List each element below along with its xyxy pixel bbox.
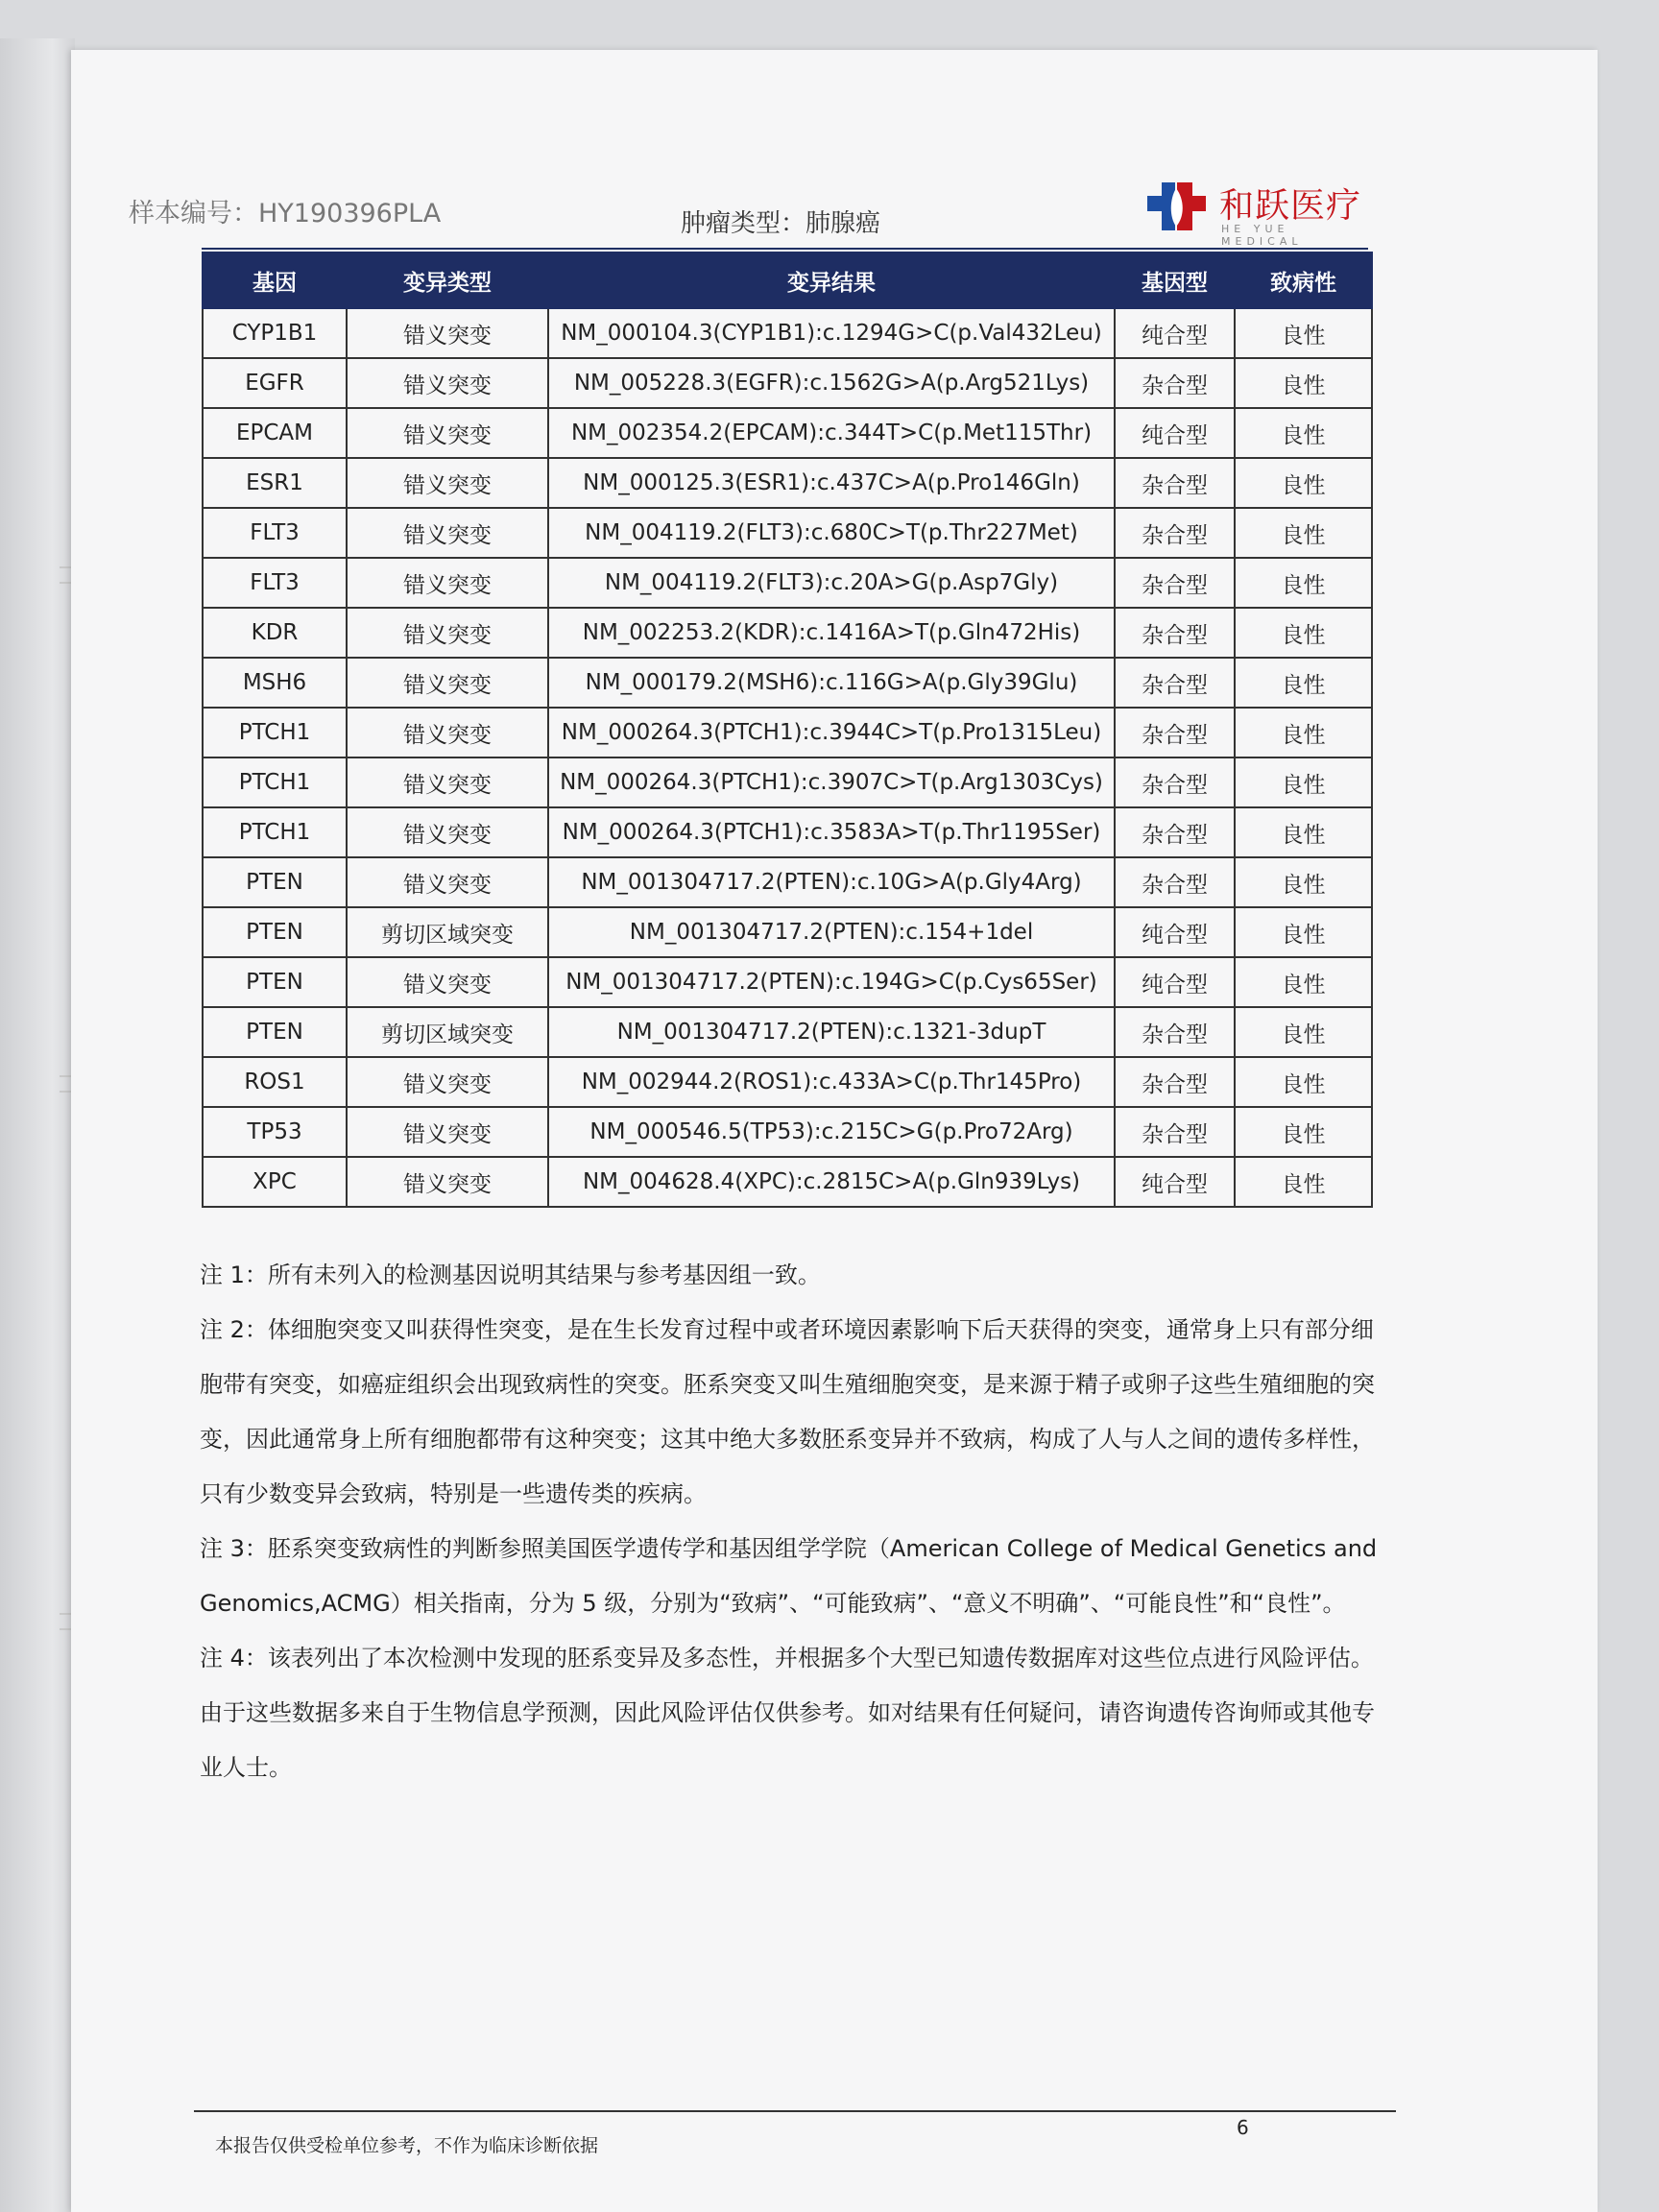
cell-variant-result: NM_000179.2(MSH6):c.116G>A(p.Gly39Glu) bbox=[548, 658, 1115, 708]
cell-variant-result: NM_002253.2(KDR):c.1416A>T(p.Gln472His) bbox=[548, 608, 1115, 658]
cell-variant-result: NM_004119.2(FLT3):c.680C>T(p.Thr227Met) bbox=[548, 508, 1115, 558]
cell-pathogenicity: 良性 bbox=[1235, 1157, 1372, 1207]
cell-gene: PTEN bbox=[203, 1007, 347, 1057]
column-header-genotype: 基因型 bbox=[1115, 252, 1235, 308]
note-1: 注 1：所有未列入的检测基因说明其结果与参考基因组一致。 bbox=[200, 1262, 821, 1288]
table-row bbox=[203, 708, 1372, 757]
cell-gene: KDR bbox=[203, 608, 347, 658]
table-row bbox=[203, 608, 1372, 658]
table-row bbox=[203, 558, 1372, 608]
cell-pathogenicity: 良性 bbox=[1235, 308, 1372, 358]
cell-pathogenicity: 良性 bbox=[1235, 558, 1372, 608]
cell-variant-result: NM_000546.5(TP53):c.215C>G(p.Pro72Arg) bbox=[548, 1107, 1115, 1157]
cell-gene: PTEN bbox=[203, 857, 347, 907]
cell-pathogenicity: 良性 bbox=[1235, 408, 1372, 458]
header-divider bbox=[202, 248, 1368, 250]
footer-disclaimer: 本报告仅供受检单位参考，不作为临床诊断依据 bbox=[215, 2135, 599, 2156]
table-row bbox=[203, 957, 1372, 1007]
cell-variant-result: NM_000104.3(CYP1B1):c.1294G>C(p.Val432Leu) bbox=[548, 308, 1115, 358]
cell-pathogenicity: 良性 bbox=[1235, 658, 1372, 708]
cell-pathogenicity: 良性 bbox=[1235, 708, 1372, 757]
cell-variant-result: NM_002354.2(EPCAM):c.344T>C(p.Met115Thr) bbox=[548, 408, 1115, 458]
cell-genotype: 纯合型 bbox=[1115, 907, 1235, 957]
cell-genotype: 纯合型 bbox=[1115, 1157, 1235, 1207]
cell-variant-result: NM_000125.3(ESR1):c.437C>A(p.Pro146Gln) bbox=[548, 458, 1115, 508]
note-3: 注 3：胚系突变致病性的判断参照美国医学遗传学和基因组学学院（American College of Medical Genetics and Genomics,ACMG）相关指南，分为 5 级，分别为“致病”、“可能致病”、“意义不明确”、“可能良性”和“良性”。 bbox=[200, 1535, 1378, 1617]
table-row bbox=[203, 1107, 1372, 1157]
cell-gene: FLT3 bbox=[203, 508, 347, 558]
cell-variant-type: 错义突变 bbox=[347, 807, 548, 857]
cell-variant-result: NM_001304717.2(PTEN):c.194G>C(p.Cys65Ser) bbox=[548, 957, 1115, 1007]
table-row bbox=[203, 807, 1372, 857]
cell-variant-result: NM_000264.3(PTCH1):c.3583A>T(p.Thr1195Ser) bbox=[548, 807, 1115, 857]
variant-table bbox=[202, 252, 1373, 1208]
cell-variant-result: NM_004119.2(FLT3):c.20A>G(p.Asp7Gly) bbox=[548, 558, 1115, 608]
cell-variant-type: 错义突变 bbox=[347, 957, 548, 1007]
cell-pathogenicity: 良性 bbox=[1235, 957, 1372, 1007]
cell-variant-type: 错义突变 bbox=[347, 857, 548, 907]
logo-mark-icon bbox=[1142, 175, 1210, 238]
table-row bbox=[203, 508, 1372, 558]
column-header-pathogenicity: 致病性 bbox=[1235, 252, 1372, 308]
cell-genotype: 杂合型 bbox=[1115, 508, 1235, 558]
cell-variant-type: 错义突变 bbox=[347, 1057, 548, 1107]
note-4: 注 4：该表列出了本次检测中发现的胚系变异及多态性，并根据多个大型已知遗传数据库对这些位点进行风险评估。由于这些数据多来自于生物信息学预测，因此风险评估仅供参考。如对结果有任何疑问，请咨询遗传咨询师或其他专业人士。 bbox=[200, 1645, 1375, 1781]
note-2: 注 2：体细胞突变又叫获得性突变，是在生长发育过程中或者环境因素影响下后天获得的突变，通常身上只有部分细胞带有突变，如癌症组织会出现致病性的突变。胚系突变又叫生殖细胞突变，是来源于精子或卵子这些生殖细胞的突变，因此通常身上所有细胞都带有这种突变；这其中绝大多数胚系变异并不致病，构成了人与人之间的遗传多样性，只有少数变异会致病，特别是一些遗传类的疾病。 bbox=[200, 1316, 1375, 1507]
cell-gene: PTCH1 bbox=[203, 807, 347, 857]
cell-genotype: 杂合型 bbox=[1115, 1007, 1235, 1057]
previous-page-edge bbox=[0, 38, 75, 2212]
cell-pathogenicity: 良性 bbox=[1235, 907, 1372, 957]
cell-variant-type: 错义突变 bbox=[347, 458, 548, 508]
cell-variant-type: 剪切区域突变 bbox=[347, 1007, 548, 1057]
column-header-gene: 基因 bbox=[203, 252, 347, 308]
cell-genotype: 杂合型 bbox=[1115, 1057, 1235, 1107]
cell-gene: EGFR bbox=[203, 358, 347, 408]
column-header-variant-result: 变异结果 bbox=[548, 252, 1115, 308]
cell-genotype: 纯合型 bbox=[1115, 957, 1235, 1007]
cell-pathogenicity: 良性 bbox=[1235, 1057, 1372, 1107]
table-row bbox=[203, 857, 1372, 907]
cell-gene: FLT3 bbox=[203, 558, 347, 608]
sample-id: 样本编号：HY190396PLA bbox=[129, 199, 442, 228]
cell-gene: PTEN bbox=[203, 907, 347, 957]
cell-variant-type: 错义突变 bbox=[347, 1157, 548, 1207]
cell-gene: EPCAM bbox=[203, 408, 347, 458]
cell-variant-result: NM_005228.3(EGFR):c.1562G>A(p.Arg521Lys) bbox=[548, 358, 1115, 408]
cell-gene: XPC bbox=[203, 1157, 347, 1207]
cell-variant-type: 错义突变 bbox=[347, 658, 548, 708]
cell-variant-result: NM_002944.2(ROS1):c.433A>C(p.Thr145Pro) bbox=[548, 1057, 1115, 1107]
cell-pathogenicity: 良性 bbox=[1235, 358, 1372, 408]
cell-pathogenicity: 良性 bbox=[1235, 1107, 1372, 1157]
table-row bbox=[203, 308, 1372, 358]
table-row bbox=[203, 1057, 1372, 1107]
table-row bbox=[203, 458, 1372, 508]
cell-variant-type: 错义突变 bbox=[347, 408, 548, 458]
cell-pathogenicity: 良性 bbox=[1235, 757, 1372, 807]
cell-genotype: 杂合型 bbox=[1115, 857, 1235, 907]
cell-genotype: 杂合型 bbox=[1115, 658, 1235, 708]
cell-variant-type: 错义突变 bbox=[347, 508, 548, 558]
table-row bbox=[203, 408, 1372, 458]
cell-pathogenicity: 良性 bbox=[1235, 857, 1372, 907]
table-body bbox=[203, 308, 1372, 1207]
cell-gene: ROS1 bbox=[203, 1057, 347, 1107]
cell-genotype: 杂合型 bbox=[1115, 757, 1235, 807]
cell-genotype: 纯合型 bbox=[1115, 408, 1235, 458]
cell-variant-result: NM_000264.3(PTCH1):c.3944C>T(p.Pro1315Leu) bbox=[548, 708, 1115, 757]
cell-variant-type: 错义突变 bbox=[347, 757, 548, 807]
cell-genotype: 杂合型 bbox=[1115, 458, 1235, 508]
cell-gene: ESR1 bbox=[203, 458, 347, 508]
cell-variant-type: 错义突变 bbox=[347, 558, 548, 608]
footer-divider bbox=[194, 2110, 1396, 2112]
cell-genotype: 杂合型 bbox=[1115, 558, 1235, 608]
cell-variant-result: NM_001304717.2(PTEN):c.10G>A(p.Gly4Arg) bbox=[548, 857, 1115, 907]
cell-pathogenicity: 良性 bbox=[1235, 508, 1372, 558]
table-row bbox=[203, 757, 1372, 807]
logo-name: 和跃医疗 bbox=[1219, 186, 1362, 226]
cell-genotype: 杂合型 bbox=[1115, 1107, 1235, 1157]
cell-genotype: 杂合型 bbox=[1115, 807, 1235, 857]
tumor-type: 肿瘤类型：肺腺癌 bbox=[681, 209, 881, 238]
cell-variant-type: 剪切区域突变 bbox=[347, 907, 548, 957]
table-row bbox=[203, 358, 1372, 408]
cell-variant-result: NM_000264.3(PTCH1):c.3907C>T(p.Arg1303Cys) bbox=[548, 757, 1115, 807]
cell-variant-type: 错义突变 bbox=[347, 608, 548, 658]
column-header-variant-type: 变异类型 bbox=[347, 252, 548, 308]
table-row bbox=[203, 907, 1372, 957]
cell-variant-type: 错义突变 bbox=[347, 358, 548, 408]
cell-variant-result: NM_001304717.2(PTEN):c.1321-3dupT bbox=[548, 1007, 1115, 1057]
cell-pathogenicity: 良性 bbox=[1235, 608, 1372, 658]
cell-gene: PTCH1 bbox=[203, 708, 347, 757]
cell-gene: CYP1B1 bbox=[203, 308, 347, 358]
cell-pathogenicity: 良性 bbox=[1235, 807, 1372, 857]
notes-section bbox=[200, 1248, 1381, 1795]
cell-genotype: 杂合型 bbox=[1115, 608, 1235, 658]
cell-genotype: 杂合型 bbox=[1115, 358, 1235, 408]
company-logo bbox=[1142, 175, 1373, 248]
table-row bbox=[203, 658, 1372, 708]
cell-variant-result: NM_004628.4(XPC):c.2815C>A(p.Gln939Lys) bbox=[548, 1157, 1115, 1207]
cell-variant-result: NM_001304717.2(PTEN):c.154+1del bbox=[548, 907, 1115, 957]
page-number: 6 bbox=[1237, 2116, 1249, 2139]
cell-variant-type: 错义突变 bbox=[347, 1107, 548, 1157]
cell-variant-type: 错义突变 bbox=[347, 308, 548, 358]
cell-genotype: 纯合型 bbox=[1115, 308, 1235, 358]
cell-pathogenicity: 良性 bbox=[1235, 458, 1372, 508]
cell-pathogenicity: 良性 bbox=[1235, 1007, 1372, 1057]
cell-gene: PTEN bbox=[203, 957, 347, 1007]
cell-genotype: 杂合型 bbox=[1115, 708, 1235, 757]
cell-gene: PTCH1 bbox=[203, 757, 347, 807]
table-header-row bbox=[203, 252, 1372, 308]
table-row bbox=[203, 1007, 1372, 1057]
cell-variant-type: 错义突变 bbox=[347, 708, 548, 757]
table-row bbox=[203, 1157, 1372, 1207]
cell-gene: MSH6 bbox=[203, 658, 347, 708]
cell-gene: TP53 bbox=[203, 1107, 347, 1157]
logo-subtitle: HE YUE MEDICAL bbox=[1221, 223, 1303, 248]
